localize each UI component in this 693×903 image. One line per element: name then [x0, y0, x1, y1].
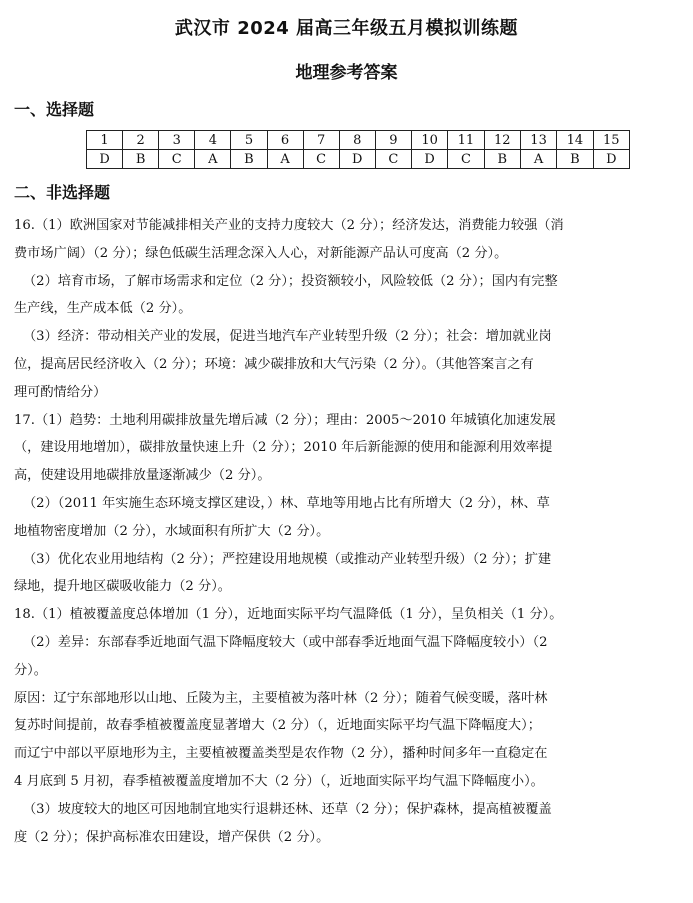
question-number-cell: 1 [87, 131, 123, 150]
question-number-cell: 14 [557, 131, 593, 150]
question-number-cell: 12 [484, 131, 520, 150]
answer-text-line: 原因：辽宁东部地形以山地、丘陵为主，主要植被为落叶林（2 分）；随着气候变暖，落叶林 [14, 690, 548, 706]
answer-cell: C [159, 150, 195, 169]
question-number-cell: 5 [231, 131, 267, 150]
question-number-cell: 9 [375, 131, 411, 150]
answer-cell: D [593, 150, 629, 169]
question-number-cell: 11 [448, 131, 484, 150]
answer-text-line: 17.（1）趋势：土地利用碳排放量先增后减（2 分）；理由：2005～2010 年城镇化加速发展 [14, 412, 556, 428]
answer-cell: A [267, 150, 303, 169]
question-number-cell: 8 [339, 131, 375, 150]
page-subtitle: 地理参考答案 [295, 63, 398, 83]
question-number-cell: 3 [159, 131, 195, 150]
answer-text-line: 高，使建设用地碳排放量逐渐减少（2 分）。 [14, 468, 271, 484]
answer-text-line: 地植物密度增加（2 分），水域面积有所扩大（2 分）。 [14, 523, 330, 539]
answer-table [86, 130, 630, 169]
answer-text-line: （，建设用地增加），碳排放量快速上升（2 分）；2010 年后新能源的使用和能源利用效率提 [14, 440, 553, 456]
answer-text-line: （3）坡度较大的地区可因地制宜地实行退耕还林、还草（2 分）；保护森林，提高植被覆盖 [23, 801, 552, 817]
page-title: 武汉市 2024 届高三年级五月模拟训练题 [174, 18, 519, 39]
answer-text-line: 而辽宁中部以平原地形为主，主要植被覆盖类型是农作物（2 分），播种时间多年一直稳定在 [14, 746, 548, 762]
question-number-cell: 15 [593, 131, 629, 150]
question-number-cell: 6 [267, 131, 303, 150]
answer-cell: C [448, 150, 484, 169]
answer-text-block [14, 212, 677, 851]
answer-cell: D [411, 150, 447, 169]
answer-cell: D [87, 150, 123, 169]
section-heading-nonchoice: 二、非选择题 [14, 183, 111, 202]
answer-text-line: （3）优化农业用地结构（2 分）；严控建设用地规模（或推动产业转型升级）（2 分）；扩建 [23, 551, 552, 567]
question-number-cell: 13 [520, 131, 556, 150]
answer-cell: B [484, 150, 520, 169]
answer-cell: D [339, 150, 375, 169]
answer-text-line: 生产线，生产成本低（2 分）。 [14, 301, 192, 317]
answer-cell: C [375, 150, 411, 169]
answer-text-line: （2）培育市场，了解市场需求和定位（2 分）；投资额较小，风险较低（2 分）；国内有完整 [23, 273, 558, 289]
answer-text-line: 费市场广阔）（2 分）；绿色低碳生活理念深入人心，对新能源产品认可度高（2 分）。 [14, 245, 508, 261]
answer-text-line: 度（2 分）；保护高标准农田建设，增产保供（2 分）。 [14, 829, 330, 845]
answer-cell: B [231, 150, 267, 169]
question-number-cell: 2 [123, 131, 159, 150]
section-heading-choice: 一、选择题 [14, 100, 95, 119]
answer-cell: B [123, 150, 159, 169]
answer-text-line: 位，提高居民经济收入（2 分）；环境：减少碳排放和大气污染（2 分）。（其他答案言之有 [14, 356, 534, 372]
answer-cell: C [303, 150, 339, 169]
answer-text-line: 理可酌情给分） [14, 384, 107, 400]
answer-text-line: （2）（2011 年实施生态环境支撑区建设，）林、草地等用地占比有所增大（2 分），林、草 [23, 495, 550, 511]
answer-row [87, 150, 630, 169]
question-number-cell: 10 [411, 131, 447, 150]
answer-text-line: 绿地，提升地区碳吸收能力（2 分）。 [14, 579, 231, 595]
answer-text-line: 4 月底到 5 月初，春季植被覆盖度增加不大（2 分）（，近地面实际平均气温下降幅度小）。 [14, 773, 544, 789]
answer-cell: A [195, 150, 231, 169]
answer-text-line: 分）。 [14, 662, 47, 678]
answer-text-line: （3）经济：带动相关产业的发展，促进当地汽车产业转型升级（2 分）；社会：增加就业岗 [23, 329, 552, 345]
answer-text-line: 16.（1）欧洲国家对节能减排相关产业的支持力度较大（2 分）；经济发达，消费能力较强（消 [14, 218, 564, 233]
answer-text-line: （2）差异：东部春季近地面气温下降幅度较大（或中部春季近地面气温下降幅度较小）（2 [23, 634, 548, 650]
answer-cell: A [520, 150, 556, 169]
answer-cell: B [557, 150, 593, 169]
question-number-row [87, 131, 630, 150]
question-number-cell: 4 [195, 131, 231, 150]
answer-text-line: 复苏时间提前，故春季植被覆盖度显著增大（2 分）（，近地面实际平均气温下降幅度大）； [14, 718, 541, 734]
answer-text-line: 18.（1）植被覆盖度总体增加（1 分），近地面实际平均气温降低（1 分），呈负相关（1 分）。 [14, 607, 563, 623]
question-number-cell: 7 [303, 131, 339, 150]
